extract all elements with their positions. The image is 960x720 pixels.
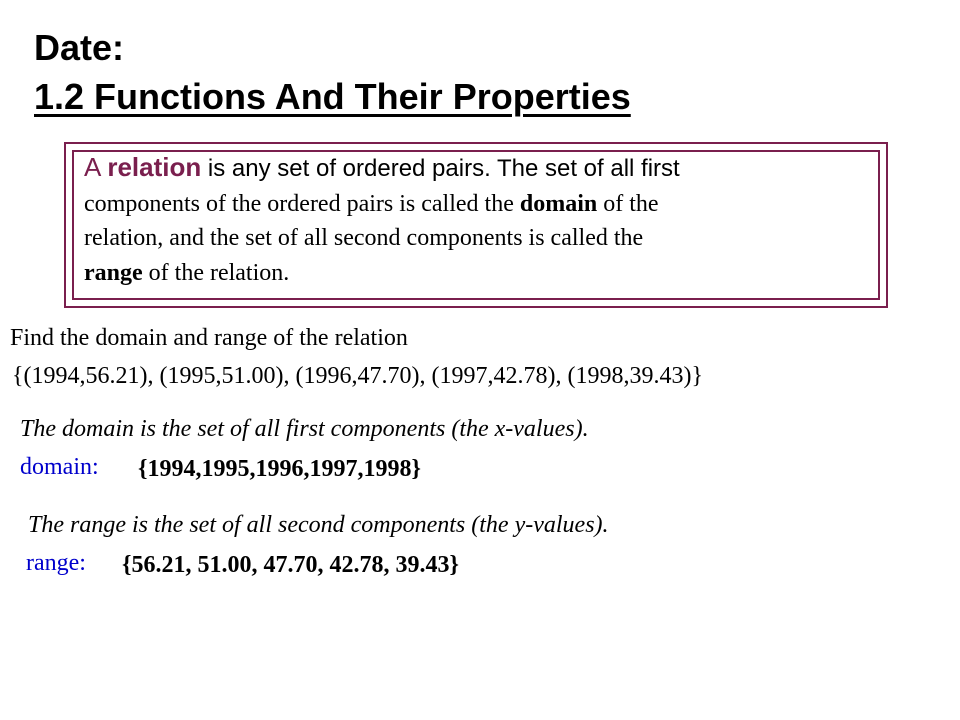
definition-term-range: range [84, 259, 143, 286]
definition-box [64, 142, 888, 308]
definition-seg-5: of the relation. [142, 259, 290, 286]
range-explanation: The range is the set of all second components (the y-values). [28, 512, 609, 538]
definition-seg-4: relation, and the set of all second components is called the [84, 225, 644, 251]
definition-seg-1: is any set of ordered pairs. The set of all first [201, 155, 680, 182]
definition-seg-2: components of the ordered pairs is called the [84, 190, 520, 217]
definition-article: A [84, 152, 102, 182]
range-label: range: [26, 550, 86, 576]
page-title: 1.2 Functions And Their Properties [34, 76, 631, 117]
definition-text [84, 150, 874, 290]
domain-answer: {1994,1995,1996,1997,1998} [138, 456, 421, 482]
range-answer: {56.21, 51.00, 47.70, 42.78, 39.43} [122, 552, 459, 578]
relation-set: {(1994,56.21), (1995,51.00), (1996,47.70), (1997,42.78), (1998,39.43)} [12, 363, 703, 389]
domain-explanation: The domain is the set of all first components (the x-values). [20, 416, 589, 442]
definition-term-relation: relation [107, 152, 202, 182]
definition-seg-3: of the [597, 190, 659, 217]
date-label: Date: [34, 27, 125, 68]
problem-prompt: Find the domain and range of the relation [10, 325, 408, 351]
definition-term-domain: domain [519, 190, 598, 217]
domain-label: domain: [20, 454, 99, 480]
